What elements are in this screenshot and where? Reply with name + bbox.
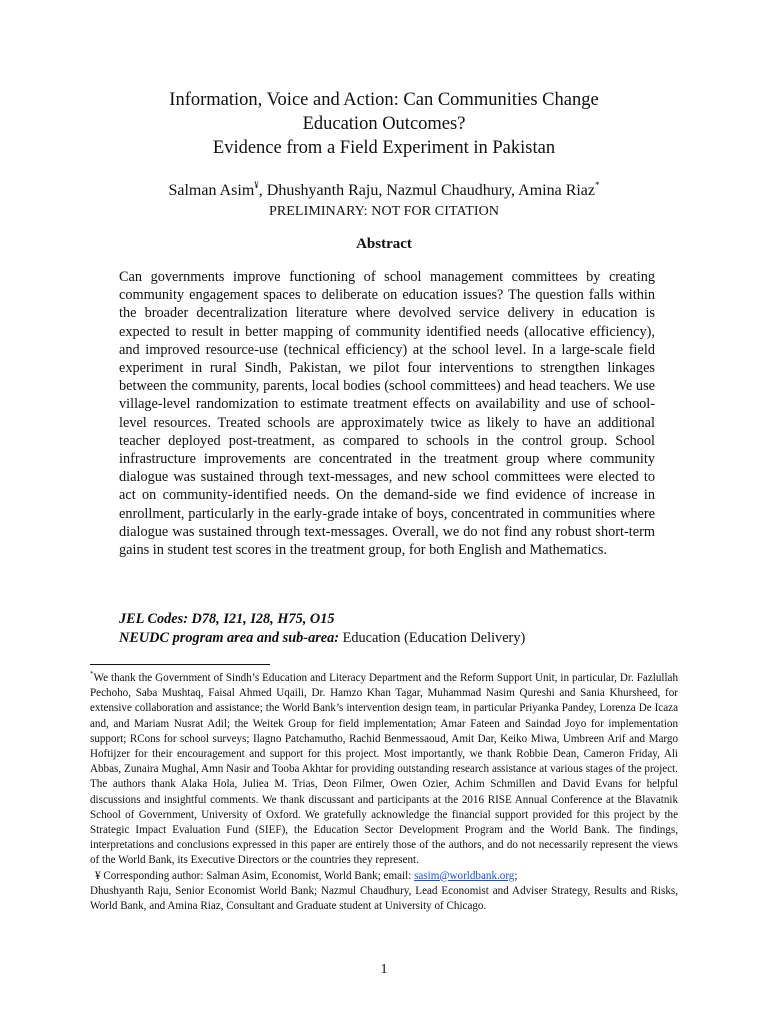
corresponding-email-link[interactable]: sasim@worldbank.org bbox=[414, 869, 515, 882]
title-line-2: Education Outcomes? bbox=[302, 114, 466, 134]
footnote-divider bbox=[90, 664, 270, 665]
author-affiliations: Dhushyanth Raju, Senior Economist World Bank; Nazmul Chaudhury, Lead Economist and Adviser Strategy, Results and Risks, World Bank, and Amina Riaz, Consultant and Graduate student at University of Chicago. bbox=[90, 884, 678, 913]
author-rest: , Dhushyanth Raju, Nazmul Chaudhury, Amina Riaz bbox=[258, 182, 596, 199]
neudc-value: Education (Education Delivery) bbox=[342, 630, 526, 646]
title-line-1: Information, Voice and Action: Can Communities Change bbox=[169, 90, 599, 110]
preliminary-notice: PRELIMINARY: NOT FOR CITATION bbox=[268, 204, 500, 219]
author-first: Salman Asim bbox=[168, 182, 255, 199]
footnote bbox=[90, 671, 678, 914]
acknowledgements-text: We thank the Government of Sindh’s Education and Literacy Department and the Reform Support Unit, in particular, Dr. Fazlullah Pechoho, Saba Mushtaq, Faisal Ahmed Uqaili, Dr. Hamzo Khan Tagar, Muhammad Nasim Qureshi and Sania Khursheed, for extensive collaboration and assistance; the World Bank’s intervention design team, in particular Priyanka Pandey, Lorenza De Icaza and, and Mariam Nusrat Adil; the Weitek Group for field implementation; Amar Fateen and Saindad Joyo for implementation support; RCons for school surveys; Ilagno Patchamutho, Rachid Benmessaoud, Amit Dar, Keiko Miwa, Umbreen Arif and Margo Hoftijzer for their encouragement and support for this project. Most importantly, we thank Robbie Dean, Cameron Friday, Ali Abbas, Zunaira Mughal, Amn Nasir and Tooba Akhtar for providing outstanding research assistance at various stages of the project. The authors thank Alaka Hola, Juliea M. Trias, Deon Filmer, Owen Ozier, Achim Schmillen and David Evans for helpful discussions and insightful comments. We thank discussant and participants at the 2016 RISE Annual Conference at the Blavatnik School of Government, University of Oxford. We gratefully acknowledge the financial support provided for this project by the Strategic Impact Evaluation Fund (SIEF), the Education Sector Development Program and the World Bank. The findings, interpretations and conclusions expressed in this paper are entirely those of the authors, and do not necessarily represent the views of the World Bank, its Executive Directors or the countries they represent. bbox=[90, 672, 678, 867]
jel-codes-value: D78, I21, I28, H75, O15 bbox=[191, 611, 335, 627]
corresponding-prefix: ¥ Corresponding author: Salman Asim, Economist, World Bank; email: bbox=[95, 869, 415, 882]
neudc-line bbox=[119, 629, 659, 648]
footnote-mark: * bbox=[90, 670, 94, 678]
author-first-mark: ¥ bbox=[254, 180, 259, 190]
corresponding-author bbox=[90, 869, 678, 884]
classification-codes bbox=[119, 610, 659, 648]
corresponding-suffix: ; bbox=[514, 869, 518, 882]
jel-codes-label: JEL Codes: bbox=[119, 611, 188, 627]
abstract-text: Can governments improve functioning of school management committees by creating community engagement spaces to deliberate on education issues? The question falls within the broader decentralization literature where devolved service delivery in education is expected to result in better mapping of community identified needs (allocative efficiency), and improved resource-use (technical efficiency) at the school level. In a large-scale field experiment in rural Sindh, Pakistan, we pilot four interventions to strengthen linkages between the community, parents, local bodies (school committees) and head teachers. We use village-level randomization to estimate treatment effects on availability and use of school-level resources. Treated schools are approximately twice as likely to have an additional teacher deployed post-treatment, as compared to schools in the control group. School infrastructure improvements are concentrated in the treatment group where community dialogue was sustained through text-messages, and new school committees were elected to act on community-identified needs. On the demand-side we find evidence of increase in enrollment, particularly in the early-grade intake of boys, concentrated in communities where dialogue was sustained through text-messages. Overall, we do not find any robust short-term gains in student test scores in the treatment group, for both English and Mathematics. bbox=[119, 269, 655, 559]
neudc-label: NEUDC program area and sub-area: bbox=[119, 630, 340, 646]
abstract-heading: Abstract bbox=[356, 236, 412, 252]
title-line-3: Evidence from a Field Experiment in Pakistan bbox=[212, 138, 556, 158]
page-number: 1 bbox=[380, 962, 388, 977]
author-rest-mark: * bbox=[595, 180, 600, 190]
author-list bbox=[90, 180, 678, 202]
jel-codes-line bbox=[119, 610, 659, 629]
paper-title bbox=[90, 88, 678, 160]
acknowledgements bbox=[90, 671, 678, 869]
